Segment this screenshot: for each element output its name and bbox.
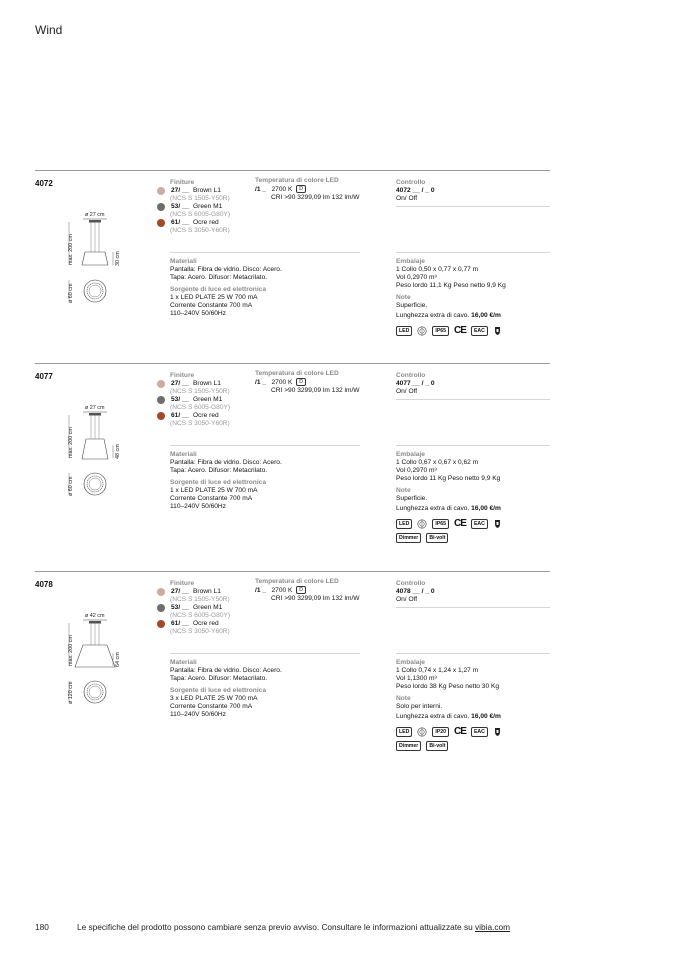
material-line: Tapa: Acero. Difusor: Metacrilato.: [170, 675, 268, 682]
source-label: Sorgente di luce ed elettronica: [170, 286, 266, 293]
max-height-label: max. 200 cm: [68, 234, 74, 265]
finish-swatch-icon: [157, 219, 165, 227]
extra-cert-row: [396, 741, 550, 751]
control-type: On/ Off: [396, 195, 418, 202]
finishes-label: Finiture: [170, 179, 195, 186]
ip-rating-icon: IP65: [432, 519, 449, 529]
finish-name: Green M1: [189, 396, 223, 403]
packaging-line: Vol 1,1300 m³: [396, 675, 437, 682]
section-divider: [35, 571, 550, 572]
finishes-label: Finiture: [170, 372, 195, 379]
packaging-label: Embalaje: [396, 451, 425, 458]
finish-item: [170, 203, 255, 211]
cert-row: [396, 326, 550, 336]
footer-link[interactable]: vibia.com: [475, 922, 511, 932]
materials-column: [170, 659, 370, 719]
dimmable-badge: D: [296, 586, 306, 594]
finishes-list: [170, 588, 255, 636]
finish-item: [170, 412, 255, 420]
notes-label: Note: [396, 695, 411, 702]
extra-cert-badge: Bi-volt: [426, 741, 448, 751]
control-code: 4078 __ / _ 0: [396, 588, 435, 595]
source-line: Corrente Constante 700 mA: [170, 703, 253, 710]
control-column: [396, 580, 550, 604]
product-code: 4072: [35, 179, 53, 188]
materials-label: Materiali: [170, 451, 197, 458]
finishes-list: [170, 187, 255, 235]
separator: [396, 445, 550, 446]
led-cert-icon: LED: [396, 326, 412, 336]
finish-ncs: (NCS S 3050-Y60R): [170, 420, 230, 427]
extra-cert-badge: Dimmer: [396, 533, 421, 543]
source-list: [170, 487, 370, 511]
class-ii-icon: [417, 326, 427, 336]
cert-row: [396, 519, 550, 529]
separator: [396, 607, 550, 608]
packaging-column: [396, 451, 550, 543]
separator: [170, 653, 360, 654]
diameter-label: ø 27 cm: [85, 212, 105, 218]
finish-code: 61/ __: [171, 620, 190, 627]
control-code: 4072 __ / _ 0: [396, 187, 435, 194]
packaging-column: [396, 258, 550, 340]
finish-item: [170, 588, 255, 596]
finish-ncs: (NCS S 3050-Y60R): [170, 227, 230, 234]
product-block: [35, 363, 550, 555]
materials-list: [170, 266, 370, 282]
cri-text: CRI >90 3299,09 lm 132 lm/W: [271, 386, 360, 394]
finish-name: Brown L1: [189, 380, 221, 387]
material-line: Tapa: Acero. Difusor: Metacrilato.: [170, 274, 268, 281]
finishes-list: [170, 380, 255, 428]
packaging-list: [396, 667, 550, 691]
footer: [35, 922, 510, 932]
product-drawing: [55, 210, 150, 340]
ip-rating-icon: IP20: [432, 727, 449, 737]
materials-column: [170, 258, 370, 318]
height-label: 48 cm: [115, 444, 121, 459]
led-cert-icon: LED: [396, 519, 412, 529]
finish-ncs: (NCS S 1505-Y50R): [170, 388, 230, 395]
source-list: [170, 294, 370, 318]
finish-name: Green M1: [189, 203, 223, 210]
eac-cert-icon: EAC: [471, 727, 488, 737]
finish-item: [170, 396, 255, 404]
finish-code: 27/ __: [171, 187, 190, 194]
materials-label: Materiali: [170, 659, 197, 666]
finishes-label: Finiture: [170, 580, 195, 587]
finish-swatch-icon: [157, 380, 165, 388]
ce-mark-icon: CE: [454, 518, 466, 529]
finish-name: Ocre red: [189, 219, 219, 226]
cri-text: CRI >90 3299,09 lm 132 lm/W: [271, 193, 360, 201]
source-label: Sorgente di luce ed elettronica: [170, 479, 266, 486]
finish-name: Brown L1: [189, 588, 221, 595]
packaging-column: [396, 659, 550, 751]
temperature-label: Temperatura di colore LED: [255, 578, 339, 585]
finish-swatch-icon: [157, 396, 165, 404]
note-text: Solo per interni.: [396, 703, 443, 710]
material-line: Tapa: Acero. Difusor: Metacrilato.: [170, 467, 268, 474]
note-text: Superficie.: [396, 495, 428, 502]
source-line: Corrente Constante 700 mA: [170, 495, 253, 502]
finishes-column: [170, 372, 255, 428]
finish-item: [170, 380, 255, 388]
finishes-column: [170, 580, 255, 636]
finish-code: 53/ __: [171, 396, 190, 403]
page-title: Wind: [35, 23, 63, 37]
ip-rating-icon: IP65: [432, 326, 449, 336]
cert-row: [396, 727, 550, 737]
extra-cable-price: 16,00 €/m: [471, 713, 501, 720]
extra-cable-label: Lunghezza extra di cavo.: [396, 312, 470, 319]
diameter-label: ø 42 cm: [85, 613, 105, 619]
extra-cable: [396, 505, 550, 513]
extra-cert-badge: Dimmer: [396, 741, 421, 751]
finish-code: 61/ __: [171, 219, 190, 226]
separator: [170, 252, 360, 253]
control-type: On/ Off: [396, 388, 418, 395]
materials-label: Materiali: [170, 258, 197, 265]
extra-cable: [396, 312, 550, 320]
extra-cert-badge: Bi-volt: [426, 533, 448, 543]
temperature-code: /1 _: [255, 378, 266, 386]
eac-cert-icon: EAC: [471, 326, 488, 336]
finish-ncs: (NCS S 1505-Y50R): [170, 195, 230, 202]
finish-ncs: (NCS S 6005-G80Y): [170, 404, 231, 411]
control-label: Controllo: [396, 179, 426, 186]
temperature-value: 2700 K: [271, 185, 293, 193]
packaging-line: 1 Collo 0,74 x 1,24 x 1,27 m: [396, 667, 479, 674]
ce-mark-icon: CE: [454, 726, 466, 737]
packaging-label: Embalaje: [396, 659, 425, 666]
temperature-column: [255, 370, 400, 395]
finish-item: [170, 187, 255, 195]
control-code: 4077 __ / _ 0: [396, 380, 435, 387]
source-line: Corrente Constante 700 mA: [170, 302, 253, 309]
finish-name: Ocre red: [189, 620, 219, 627]
separator: [170, 445, 360, 446]
finish-name: Green M1: [189, 604, 223, 611]
materials-list: [170, 459, 370, 475]
disc-label: ø 60 cm: [68, 283, 74, 303]
disc-label: ø 120 cm: [68, 681, 74, 704]
source-line: 110–240V 50/60Hz: [170, 503, 226, 510]
finish-item: [170, 219, 255, 227]
extra-cert-row: [396, 533, 550, 543]
temperature-label: Temperatura di colore LED: [255, 177, 339, 184]
finish-swatch-icon: [157, 187, 165, 195]
packaging-list: [396, 459, 550, 483]
finish-swatch-icon: [157, 604, 165, 612]
packaging-line: Peso lordo 11,1 Kg Peso netto 9,9 Kg: [396, 282, 506, 289]
extra-cable-price: 16,00 €/m: [471, 505, 501, 512]
note-text: Superficie.: [396, 302, 428, 309]
control-label: Controllo: [396, 372, 426, 379]
dimmable-badge: D: [296, 378, 306, 386]
max-height-label: max. 200 cm: [68, 635, 74, 666]
page-number: 180: [35, 922, 49, 932]
separator: [396, 399, 550, 400]
control-column: [396, 179, 550, 203]
material-line: Pantalla: Fibra de vidrio. Disco: Acero.: [170, 667, 282, 674]
finish-code: 53/ __: [171, 604, 190, 611]
driver-icon: [493, 326, 502, 336]
packaging-line: Peso lordo 38 Kg Peso netto 30 Kg: [396, 683, 500, 690]
temperature-label: Temperatura di colore LED: [255, 370, 339, 377]
source-line: 110–240V 50/60Hz: [170, 310, 226, 317]
finish-ncs: (NCS S 1505-Y50R): [170, 596, 230, 603]
extra-cable: [396, 713, 550, 721]
product-code: 4078: [35, 580, 53, 589]
temperature-value: 2700 K: [271, 586, 293, 594]
source-line: 110–240V 50/60Hz: [170, 711, 226, 718]
materials-column: [170, 451, 370, 511]
separator: [396, 653, 550, 654]
packaging-line: Vol 0,2970 m³: [396, 467, 437, 474]
source-label: Sorgente di luce ed elettronica: [170, 687, 266, 694]
source-list: [170, 695, 370, 719]
section-divider: [35, 363, 550, 364]
packaging-line: 1 Collo 0,67 x 0,67 x 0,62 m: [396, 459, 479, 466]
temperature-column: [255, 578, 400, 603]
finish-swatch-icon: [157, 620, 165, 628]
class-ii-icon: [417, 727, 427, 737]
control-label: Controllo: [396, 580, 426, 587]
finish-code: 53/ __: [171, 203, 190, 210]
source-line: 3 x LED PLATE 25 W 700 mA: [170, 695, 258, 702]
cri-text: CRI >90 3299,09 lm 132 lm/W: [271, 594, 360, 602]
finish-ncs: (NCS S 6005-G80Y): [170, 612, 231, 619]
section-divider: [35, 170, 550, 171]
height-label: 64 cm: [115, 652, 121, 667]
finish-swatch-icon: [157, 203, 165, 211]
driver-icon: [493, 519, 502, 529]
material-line: Pantalla: Fibra de vidrio. Disco: Acero.: [170, 266, 282, 273]
temperature-code: /1 _: [255, 586, 266, 594]
packaging-line: Vol 0,2970 m³: [396, 274, 437, 281]
product-code: 4077: [35, 372, 53, 381]
notes-label: Note: [396, 487, 411, 494]
packaging-line: 1 Collo 0,50 x 0,77 x 0,77 m: [396, 266, 479, 273]
product-block: [35, 571, 550, 763]
separator: [396, 206, 550, 207]
finish-swatch-icon: [157, 588, 165, 596]
finish-ncs: (NCS S 3050-Y60R): [170, 628, 230, 635]
materials-list: [170, 667, 370, 683]
product-drawing: [55, 611, 150, 741]
finish-ncs: (NCS S 6005-G80Y): [170, 211, 231, 218]
finish-name: Brown L1: [189, 187, 221, 194]
separator: [396, 252, 550, 253]
extra-cable-label: Lunghezza extra di cavo.: [396, 505, 470, 512]
source-line: 1 x LED PLATE 25 W 700 mA: [170, 487, 258, 494]
driver-icon: [493, 727, 502, 737]
dimmable-badge: D: [296, 185, 306, 193]
packaging-label: Embalaje: [396, 258, 425, 265]
source-line: 1 x LED PLATE 25 W 700 mA: [170, 294, 258, 301]
finish-name: Ocre red: [189, 412, 219, 419]
disc-label: ø 60 cm: [68, 476, 74, 496]
packaging-line: Peso lordo 11 Kg Peso netto 9,9 Kg: [396, 475, 501, 482]
temperature-value: 2700 K: [271, 378, 293, 386]
height-label: 30 cm: [115, 251, 121, 266]
notes-label: Note: [396, 294, 411, 301]
temperature-code: /1 _: [255, 185, 266, 193]
finish-code: 27/ __: [171, 380, 190, 387]
ce-mark-icon: CE: [454, 325, 466, 336]
class-ii-icon: [417, 519, 427, 529]
finish-swatch-icon: [157, 412, 165, 420]
material-line: Pantalla: Fibra de vidrio. Disco: Acero.: [170, 459, 282, 466]
led-cert-icon: LED: [396, 727, 412, 737]
max-height-label: max. 200 cm: [68, 427, 74, 458]
eac-cert-icon: EAC: [471, 519, 488, 529]
finish-item: [170, 604, 255, 612]
finish-code: 27/ __: [171, 588, 190, 595]
finishes-column: [170, 179, 255, 235]
packaging-list: [396, 266, 550, 290]
extra-cable-label: Lunghezza extra di cavo.: [396, 713, 470, 720]
footer-text: Le specifiche del prodotto possono cambiare senza previo avviso. Consultare le informazioni attualizzate su: [77, 922, 476, 932]
control-column: [396, 372, 550, 396]
diameter-label: ø 27 cm: [85, 405, 105, 411]
extra-cable-price: 16,00 €/m: [471, 312, 501, 319]
finish-item: [170, 620, 255, 628]
finish-code: 61/ __: [171, 412, 190, 419]
product-drawing: [55, 403, 150, 533]
temperature-column: [255, 177, 400, 202]
control-type: On/ Off: [396, 596, 418, 603]
product-block: [35, 170, 550, 362]
